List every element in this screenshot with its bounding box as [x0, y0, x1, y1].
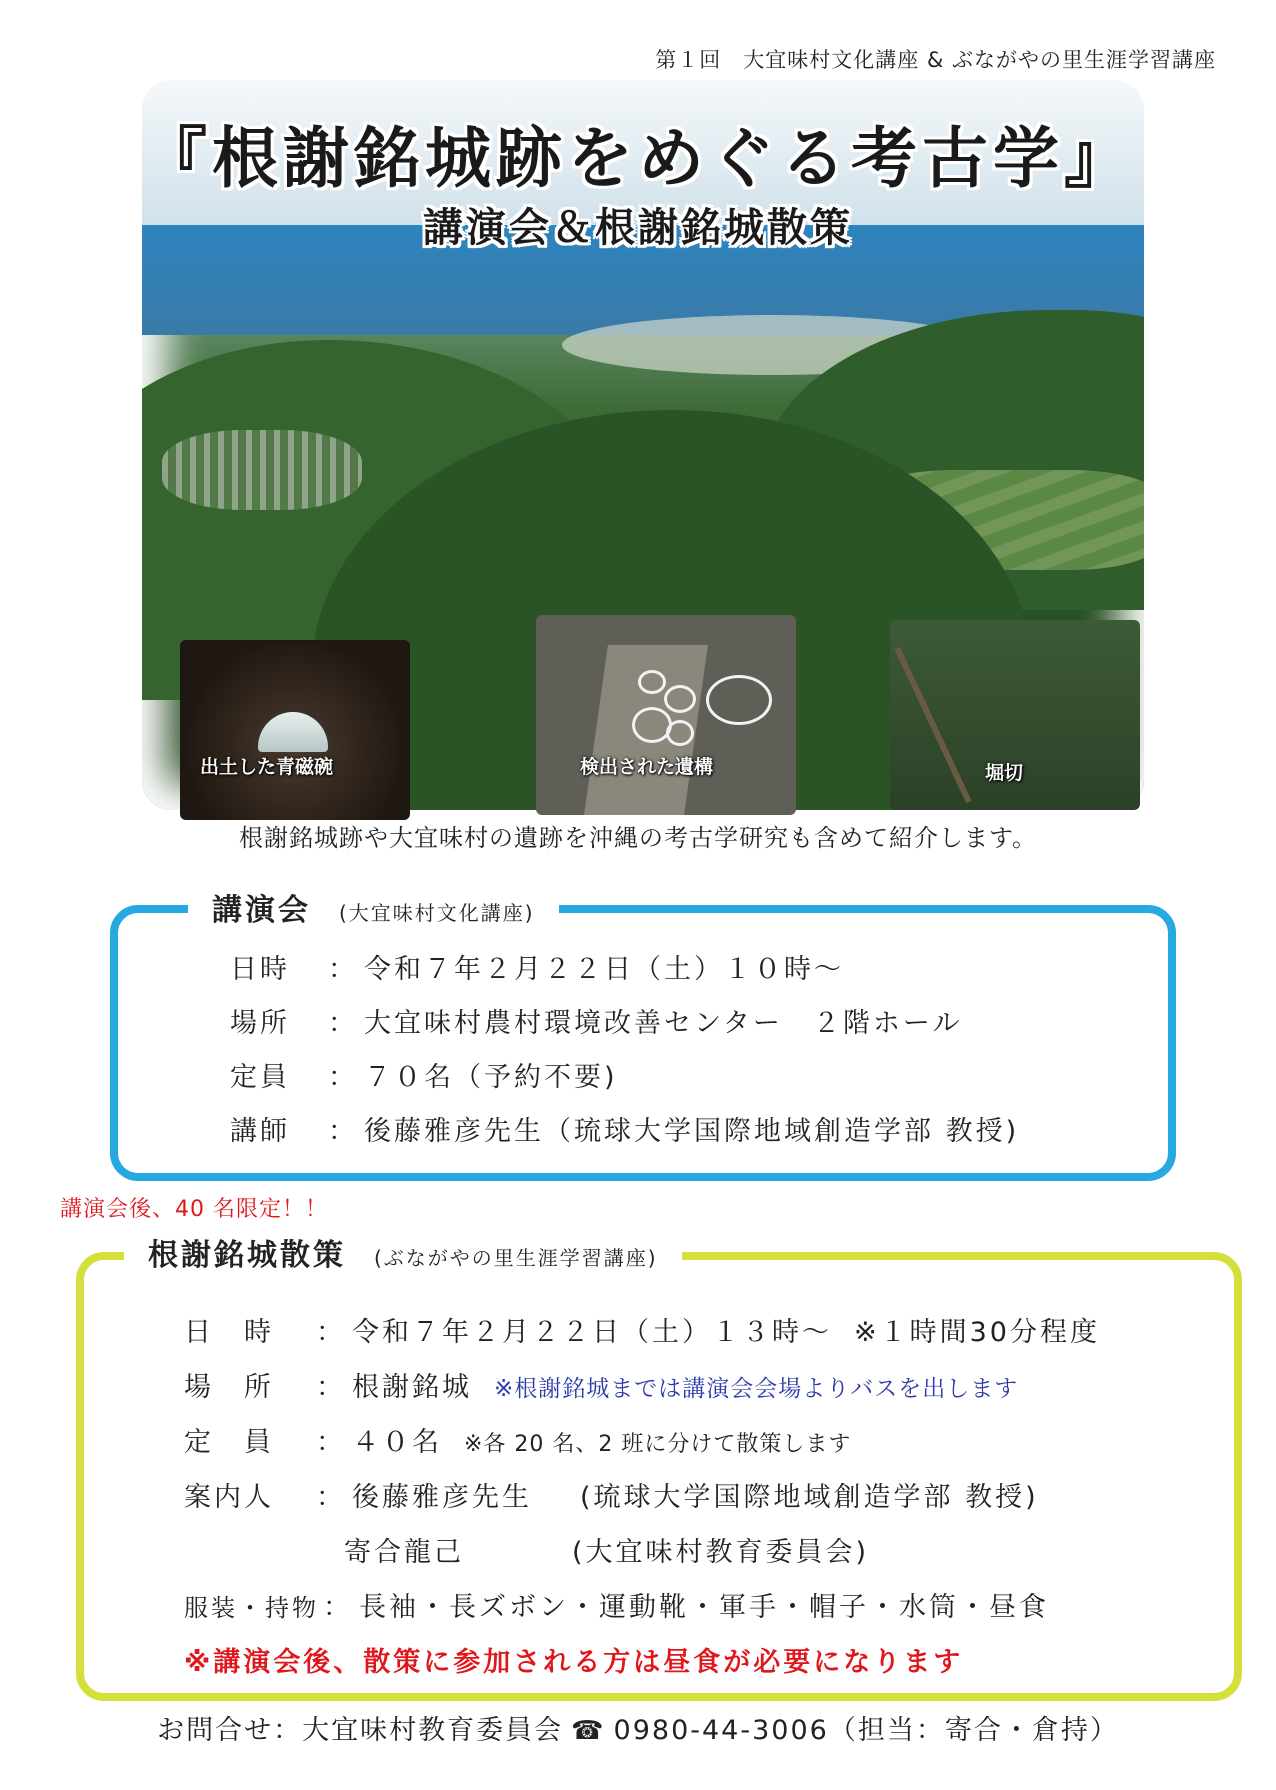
lecture-speaker-row: 講師 ： 後藤雅彦先生（琉球大学国際地域創造学部 教授)	[230, 1109, 1019, 1163]
posthole	[706, 675, 772, 725]
lecture-place-row: 場所 ： 大宜味村農村環境改善センター ２階ホール	[230, 1001, 1019, 1055]
posthole	[664, 685, 696, 713]
contact-line	[0, 1708, 1276, 1747]
row-value: ７０名（予約不要)	[364, 1062, 618, 1093]
row-value: 長袖・長ズボン・運動靴・軍手・帽子・水筒・昼食	[359, 1592, 1049, 1623]
caption-remains: 検出された遺構	[580, 756, 714, 778]
limit-note: 講演会後、40 名限定！！	[60, 1197, 328, 1222]
walk-details	[184, 1310, 1100, 1695]
row-label: 日時	[230, 954, 290, 985]
row-label: 場所	[230, 1008, 290, 1039]
guide1-org: (琉球大学国際地域創造学部 教授)	[580, 1482, 1039, 1513]
lecture-details	[230, 947, 1019, 1163]
caption-moat: 堀切	[985, 762, 1024, 784]
walk-heading	[124, 1230, 682, 1274]
lecture-date-row: 日時 ： 令和７年２月２２日（土）１０時〜	[230, 947, 1019, 1001]
walk-items-row: 服装・持物 ： 長袖・長ズボン・運動靴・軍手・帽子・水筒・昼食	[184, 1585, 1100, 1640]
guide2-org: (大宜味村教育委員会)	[572, 1537, 870, 1568]
lecture-capacity-row: 定員 ： ７０名（予約不要)	[230, 1055, 1019, 1109]
walk-guide-row: 案内人 ： 後藤雅彦先生 (琉球大学国際地域創造学部 教授)	[184, 1475, 1100, 1530]
guide2-name: 寄合龍己	[344, 1537, 464, 1568]
row-value: 令和７年２月２２日（土）１３時〜	[352, 1317, 832, 1348]
contact-label: お問合せ：大宜味村教育委員会	[157, 1715, 564, 1746]
walk-place-row: 場 所 ： 根謝銘城 ※根謝銘城までは講演会会場よりバスを出します	[184, 1365, 1100, 1420]
row-label: 場 所	[184, 1372, 274, 1403]
guide1-name: 後藤雅彦先生	[352, 1482, 532, 1513]
posthole	[666, 720, 694, 746]
walk-warning-row	[184, 1640, 1100, 1695]
row-value: 令和７年２月２２日（土）１０時〜	[364, 954, 844, 985]
inset-photo-celadon-bowl	[180, 640, 410, 820]
contact-phone: 0980-44-3006	[613, 1715, 829, 1746]
walk-title: 根謝銘城散策	[148, 1238, 346, 1273]
sub-title: 講演会＆根謝銘城散策	[423, 204, 853, 251]
walk-subtitle: (ぶながやの里生涯学習講座)	[374, 1246, 658, 1270]
row-value: ４０名	[352, 1427, 442, 1458]
caption-bowl: 出土した青磁碗	[200, 756, 334, 778]
intro-text: 根謝銘城跡や大宜味村の遺跡を沖縄の考古学研究も含めて紹介します。	[238, 824, 1038, 852]
walk-guide2-row	[184, 1530, 1100, 1585]
lecture-title: 講演会	[212, 893, 311, 928]
lunch-warning: ※講演会後、散策に参加される方は昼食が必要になります	[184, 1647, 964, 1678]
row-value: 後藤雅彦先生（琉球大学国際地域創造学部 教授)	[364, 1116, 1020, 1147]
row-label: 定 員	[184, 1427, 274, 1458]
row-label: 定員	[230, 1062, 290, 1093]
walk-box	[76, 1238, 1242, 1701]
row-value: 根謝銘城	[352, 1372, 472, 1403]
bowl-shape	[258, 712, 328, 752]
series-line: 第１回 大宜味村文化講座 & ぶながやの里生涯学習講座	[655, 48, 1216, 72]
row-label: 講師	[230, 1116, 290, 1147]
row-value: 大宜味村農村環境改善センター ２階ホール	[364, 1008, 963, 1039]
group-note: ※各 20 名、2 班に分けて散策します	[464, 1432, 852, 1457]
lecture-heading	[188, 885, 559, 929]
bus-note: ※根謝銘城までは講演会会場よりバスを出します	[494, 1376, 1019, 1402]
contact-person: （担当：寄合・倉持）	[828, 1715, 1119, 1746]
row-label: 案内人	[184, 1482, 274, 1513]
posthole	[638, 670, 666, 694]
row-label: 服装・持物	[184, 1594, 319, 1622]
lecture-subtitle: (大宜味村文化講座)	[339, 901, 535, 925]
main-title: 『根謝銘城跡をめぐる考古学』	[141, 119, 1135, 197]
walk-date-row: 日 時 ： 令和７年２月２２日（土）１３時〜 ※１時間30分程度	[184, 1310, 1100, 1365]
branch	[894, 647, 971, 804]
phone-icon: ☎	[571, 1716, 606, 1746]
lecture-box	[110, 893, 1176, 1181]
inset-photo-remains	[536, 615, 796, 815]
row-label: 日 時	[184, 1317, 274, 1348]
village	[162, 430, 362, 510]
walk-capacity-row: 定 員 ： ４０名 ※各 20 名、2 班に分けて散策します	[184, 1420, 1100, 1475]
row-extra: ※１時間30分程度	[854, 1317, 1100, 1348]
